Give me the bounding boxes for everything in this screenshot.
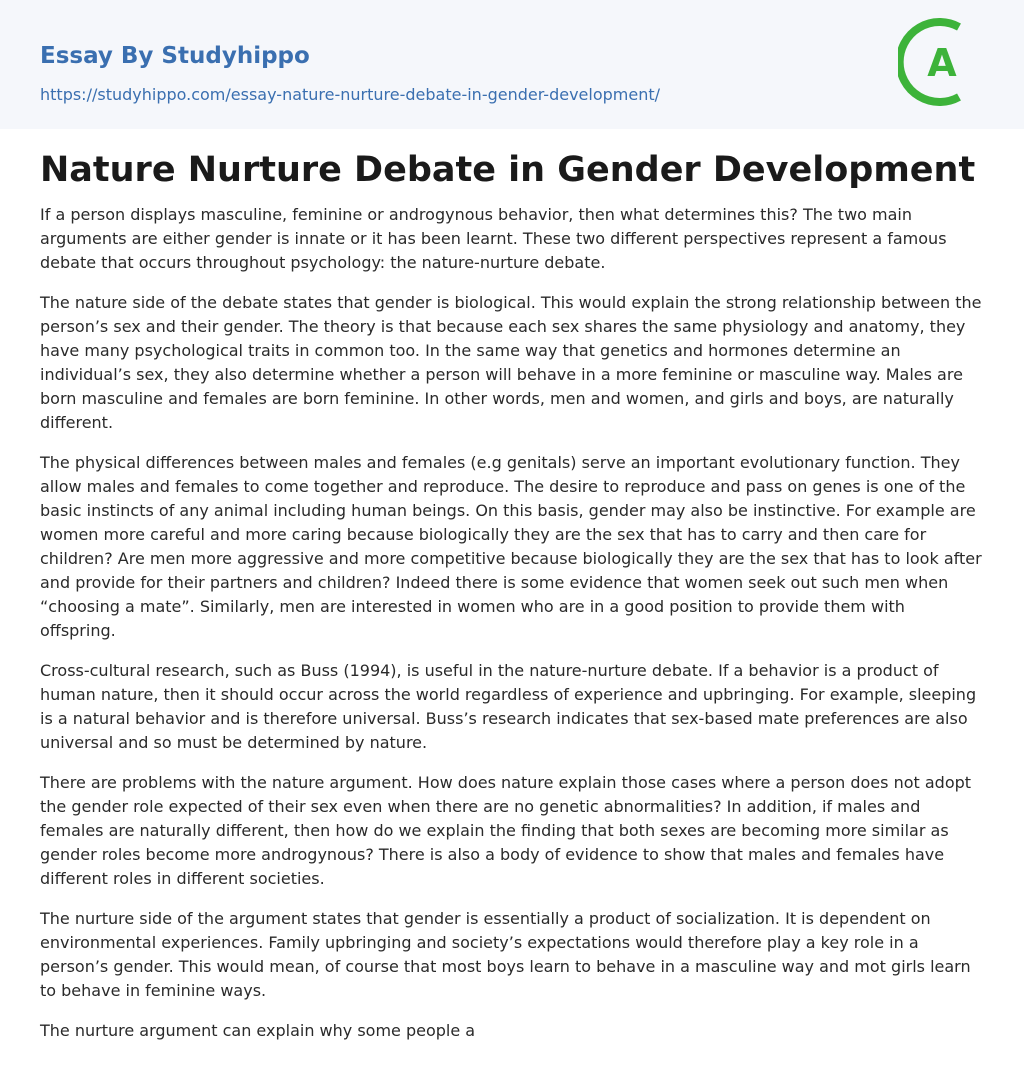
site-brand[interactable]: Essay By Studyhippo <box>40 43 310 69</box>
site-header <box>0 0 1024 129</box>
paragraph: The nature side of the debate states that gender is biological. This would explain the strong relationship between the person’s sex and their gender. The theory is that because each sex shares the same physiology and anatomy, they have many psychological traits in common too. In the same way that genetics and hormones determine an individual’s sex, they also determine whether a person will behave in a more feminine or masculine way. Males are born masculine and females are born feminine. In other words, men and women, and girls and boys, are naturally different. <box>40 293 982 432</box>
studyhippo-logo-icon[interactable] <box>898 18 986 106</box>
article-content <box>0 149 1024 1043</box>
paragraph-truncated: The nurture argument can explain why some people a <box>40 1021 476 1040</box>
essay-title: Nature Nurture Debate in Gender Development <box>40 150 976 190</box>
paragraph: The physical differences between males and females (e.g genitals) serve an important evolutionary function. They allow males and females to come together and reproduce. The desire to reproduce and pass on genes is one of the basic instincts of any animal including human beings. On this basis, gender may also be instinctive. For example are women more careful and more caring because biologically they are the sex that has to carry and then care for children? Are men more aggressive and more competitive because biologically they are the sex that has to look after and provide for their partners and children? Indeed there is some evidence that women seek out such men when “choosing a mate”. Similarly, men are interested in women who are in a good position to provide them with offspring. <box>40 453 982 640</box>
paragraph: There are problems with the nature argument. How does nature explain those cases where a person does not adopt the gender role expected of their sex even when there are no genetic abnormalities? In addition, if males and females are naturally different, then how do we explain the finding that both sexes are becoming more similar as gender roles become more androgynous? There is also a body of evidence to show that males and females have different roles in different societies. <box>40 773 972 888</box>
paragraph: Cross-cultural research, such as Buss (1994), is useful in the nature-nurture debate. If a behavior is a product of human nature, then it should occur across the world regardless of experience and upbringing. For example, sleeping is a natural behavior and is therefore universal. Buss’s research indicates that sex-based mate preferences are also universal and so must be determined by nature. <box>40 661 977 752</box>
paragraph: If a person displays masculine, feminine or androgynous behavior, then what determines this? The two main arguments are either gender is innate or it has been learnt. These two different perspectives represent a famous debate that occurs throughout psychology: the nature-nurture debate. <box>40 205 947 272</box>
essay-url-link[interactable]: https://studyhippo.com/essay-nature-nurture-debate-in-gender-development/ <box>40 85 660 104</box>
paragraph: The nurture side of the argument states that gender is essentially a product of socialization. It is dependent on environmental experiences. Family upbringing and society’s expectations would therefore play a key role in a person’s gender. This would mean, of course that most boys learn to behave in a masculine way and mot girls learn to behave in feminine ways. <box>40 909 971 1000</box>
logo-letter: A <box>927 41 957 85</box>
